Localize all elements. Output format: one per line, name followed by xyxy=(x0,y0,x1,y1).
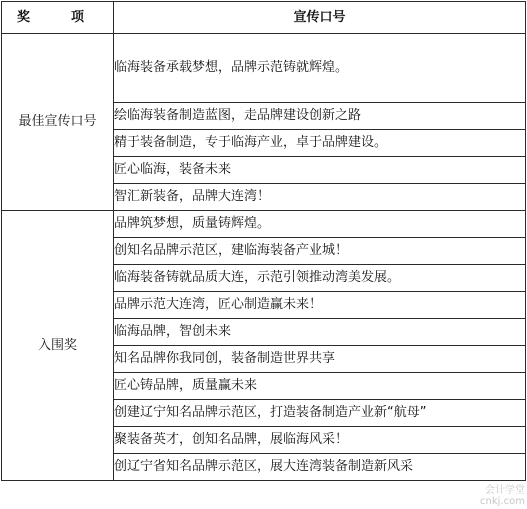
slogan-cell: 创建辽宁知名品牌示范区，打造装备制造产业新“航母” xyxy=(114,400,526,427)
watermark-line-2: cnkj.com xyxy=(480,496,525,507)
slogan-cell: 临海装备承载梦想，品牌示范铸就辉煌。 xyxy=(114,34,526,103)
watermark-line-1: 会计学堂 xyxy=(485,485,525,496)
slogan-cell: 品牌示范大连湾，匠心制造赢未来！ xyxy=(114,292,526,319)
slogan-cell: 知名品牌你我同创，装备制造世界共享 xyxy=(114,346,526,373)
slogan-column-header: 宣传口号 xyxy=(114,2,526,34)
slogan-cell: 创知名品牌示范区，建临海装备产业城！ xyxy=(114,238,526,265)
slogan-cell: 匠心铸品牌，质量赢未来 xyxy=(114,373,526,400)
slogan-cell: 临海品牌，智创未来 xyxy=(114,319,526,346)
slogan-cell: 聚装备英才，创知名品牌，展临海风采！ xyxy=(114,427,526,454)
slogan-cell: 临海装备铸就品质大连，示范引领推动湾美发展。 xyxy=(114,265,526,292)
watermark xyxy=(480,485,525,507)
table-row xyxy=(2,211,526,238)
table-row xyxy=(2,34,526,103)
award-category-best-slogan: 最佳宣传口号 xyxy=(2,34,114,211)
slogan-cell: 品牌筑梦想，质量铸辉煌。 xyxy=(114,211,526,238)
slogan-cell: 精于装备制造，专于临海产业，卓于品牌建设。 xyxy=(114,130,526,157)
slogan-cell: 创辽宁省知名品牌示范区，展大连湾装备制造新风采 xyxy=(114,454,526,481)
slogan-award-table xyxy=(1,1,526,481)
slogan-cell: 智汇新装备，品牌大连湾！ xyxy=(114,184,526,211)
slogan-cell: 绘临海装备制造蓝图，走品牌建设创新之路 xyxy=(114,103,526,130)
award-column-header: 奖 项 xyxy=(2,2,114,34)
table-header-row xyxy=(2,2,526,34)
award-category-finalist: 入围奖 xyxy=(2,211,114,481)
slogan-cell: 匠心临海，装备未来 xyxy=(114,157,526,184)
